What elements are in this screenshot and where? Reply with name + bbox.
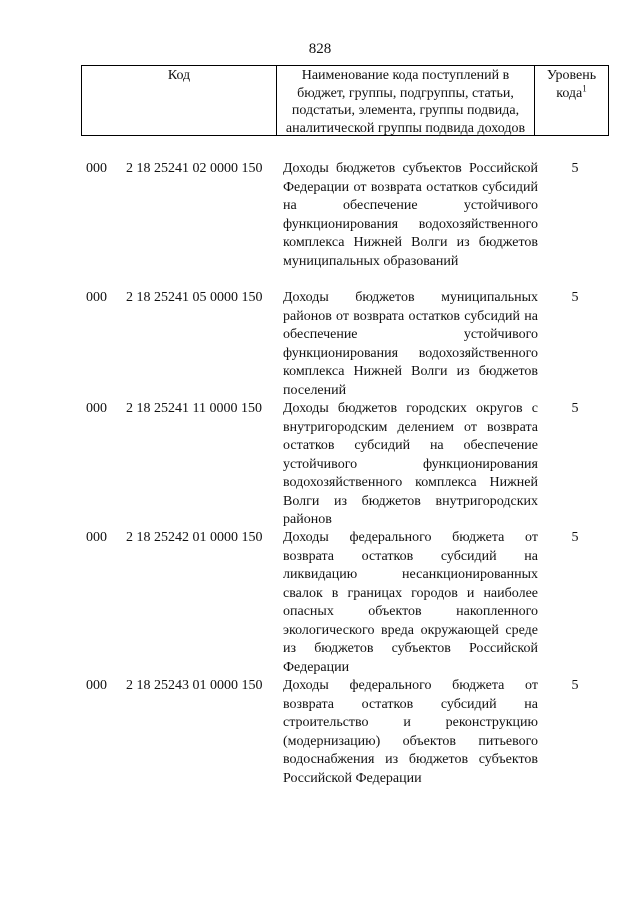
header-level-footnote: 1 (582, 82, 587, 93)
row-prefix: 000 (86, 290, 107, 305)
row-prefix: 000 (86, 530, 107, 545)
header-level (535, 66, 608, 135)
row-level: 5 (571, 530, 579, 545)
row-prefix: 000 (86, 161, 107, 176)
row-level: 5 (571, 161, 579, 176)
page-number: 828 (308, 41, 332, 57)
row-code: 2 18 25243 01 0000 150 (126, 678, 263, 693)
header-code: Код (82, 66, 277, 135)
row-name: Доходы бюджетов городских округов с внутригородским делением от возврата остатков субсидий на обеспечение устойчивого функционирования водохозяйственного комплекса Нижней Волги из бюджетов внутригородских районов (283, 401, 538, 527)
row-name: Доходы федерального бюджета от возврата остатков субсидий на ликвидацию несанкционированных свалок в границах городов и наиболее опасных объектов накопленного экологического вреда окружающей среде из бюджетов субъектов Российской Федерации (283, 530, 538, 675)
row-name: Доходы федерального бюджета от возврата остатков субсидий на строительство и реконструкцию (модернизацию) объектов питьевого водоснабжения из бюджетов субъектов Российской Федерации (283, 678, 538, 786)
row-level: 5 (571, 678, 579, 693)
row-prefix: 000 (86, 678, 107, 693)
row-level: 5 (571, 401, 579, 416)
row-level: 5 (571, 290, 579, 305)
header-name: Наименование кода поступлений в бюджет, группы, подгруппы, статьи, подстатьи, элемента, группы подвида, аналитической группы подвида доходов (277, 66, 535, 135)
row-code: 2 18 25242 01 0000 150 (126, 530, 263, 545)
row-prefix: 000 (86, 401, 107, 416)
header-level-label: Уровень кода (546, 68, 597, 101)
row-code: 2 18 25241 05 0000 150 (126, 290, 263, 305)
row-name: Доходы бюджетов субъектов Российской Федерации от возврата остатков субсидий на обеспечение устойчивого функционирования водохозяйственного комплекса Нижней Волги из бюджетов муниципальных образований (283, 161, 538, 269)
table-header (81, 65, 609, 136)
row-name: Доходы бюджетов муниципальных районов от возврата остатков субсидий на обеспечение устойчивого функционирования водохозяйственного комплекса Нижней Волги из бюджетов поселений (283, 290, 538, 398)
row-code: 2 18 25241 02 0000 150 (126, 161, 263, 176)
row-code: 2 18 25241 11 0000 150 (126, 401, 262, 416)
